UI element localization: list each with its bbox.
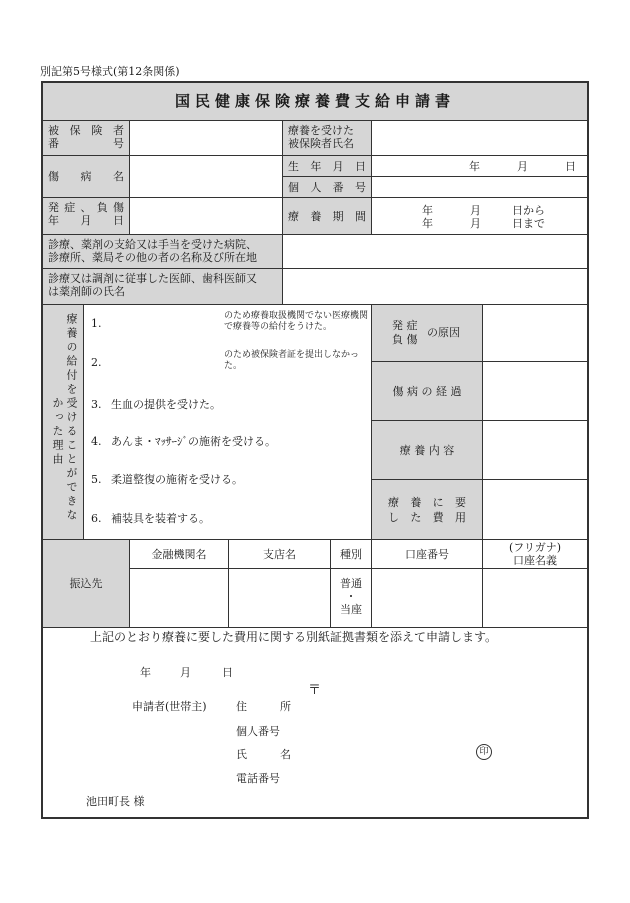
branch-header: 支店名 <box>229 540 331 569</box>
onset-date-label: 発症、負傷 年 月 日 <box>43 198 130 235</box>
content-field[interactable] <box>483 421 587 480</box>
postal-mark: 〒 <box>308 683 322 698</box>
seal-icon: 印 <box>476 744 492 760</box>
account-number-header: 口座番号 <box>372 540 483 569</box>
patient-name-label: 療養を受けた 被保険者氏名 <box>283 121 372 156</box>
injury-name-label: 傷 病 名 <box>43 156 130 198</box>
applicant-label: 申請者(世帯主) <box>132 700 207 713</box>
form-title: 国民健康保険療養費支給申請書 <box>43 83 587 121</box>
treatment-period-label: 療 養 期 間 <box>283 198 372 235</box>
personal-number-label: 個 人 番 号 <box>283 177 372 198</box>
content-label: 療 養 内 容 <box>372 421 483 480</box>
form-caption: 別記第5号様式(第12条関係) <box>40 65 180 78</box>
personal-number-field[interactable] <box>372 177 587 198</box>
reason-item[interactable]: 4. あんま・ﾏｯｻｰｼﾞの施術を受ける。 <box>91 435 276 448</box>
account-type-field[interactable]: 普通 ・ 当座 <box>331 569 372 628</box>
reason-item[interactable]: 1. <box>91 317 102 330</box>
applicant-name-label: 氏 名 <box>236 748 291 761</box>
reason-item[interactable]: 6. 補装具を装着する。 <box>91 512 210 525</box>
type-header: 種別 <box>331 540 372 569</box>
bank-name-header: 金融機関名 <box>130 540 229 569</box>
address-label: 住 所 <box>236 700 291 713</box>
declaration-text: 上記のとおり療養に要した費用に関する別紙証拠書類を添えて申請します。 <box>90 630 498 644</box>
phone-label: 電話番号 <box>236 772 280 785</box>
application-form <box>41 81 589 819</box>
physician-label: 診療又は調剤に従事した医師、歯科医師又 は薬剤師の氏名 <box>43 269 283 305</box>
insured-number-field[interactable] <box>130 121 283 156</box>
facility-field[interactable] <box>283 235 587 269</box>
cost-label: 療 養 に 要 し た 費 用 <box>372 480 483 540</box>
reason-list <box>84 305 372 540</box>
account-name-field[interactable] <box>483 569 587 628</box>
cost-field[interactable] <box>483 480 587 540</box>
cause-field[interactable] <box>483 305 587 362</box>
birthdate-field[interactable]: 年 月 日 <box>372 156 587 177</box>
bank-label: 振込先 <box>43 540 130 628</box>
birthdate-label: 生 年 月 日 <box>283 156 372 177</box>
bank-name-field[interactable] <box>130 569 229 628</box>
cause-label: 発 症 負 傷 の原因 <box>372 305 483 362</box>
patient-name-field[interactable] <box>372 121 587 156</box>
date-month-label: 月 <box>180 666 191 679</box>
physician-field[interactable] <box>283 269 587 305</box>
onset-date-field[interactable] <box>130 198 283 235</box>
reason-vertical-label: 療養の給付を受けることができな かった理由 <box>43 305 84 540</box>
course-field[interactable] <box>483 362 587 421</box>
reason-item[interactable]: 2. <box>91 356 102 369</box>
reason-item[interactable]: 3. 生血の提供を受けた。 <box>91 398 221 411</box>
reason-item[interactable]: 5. 柔道整復の施術を受ける。 <box>91 473 243 486</box>
date-day-label: 日 <box>222 666 233 679</box>
injury-name-field[interactable] <box>130 156 283 198</box>
insured-number-label: 被 保 険 者 番 号 <box>43 121 130 156</box>
applicant-personal-number-label: 個人番号 <box>236 725 280 738</box>
course-label: 傷 病 の 経 過 <box>372 362 483 421</box>
account-number-field[interactable] <box>372 569 483 628</box>
date-year-label: 年 <box>140 666 151 679</box>
account-name-header: (フリガナ) 口座名義 <box>483 540 587 569</box>
addressee: 池田町長 様 <box>86 795 145 808</box>
treatment-period-field[interactable]: 年 月 日から 年 月 日まで <box>372 198 587 235</box>
facility-label: 診療、薬剤の支給又は手当を受けた病院、 診療所、薬局その他の者の名称及び所在地 <box>43 235 283 269</box>
branch-field[interactable] <box>229 569 331 628</box>
reason-note: のため療養取扱機関でない医療機関で療養等の給付をうけた。 <box>224 311 369 332</box>
reason-note: のため被保険者証を提出しなかった。 <box>224 350 360 371</box>
